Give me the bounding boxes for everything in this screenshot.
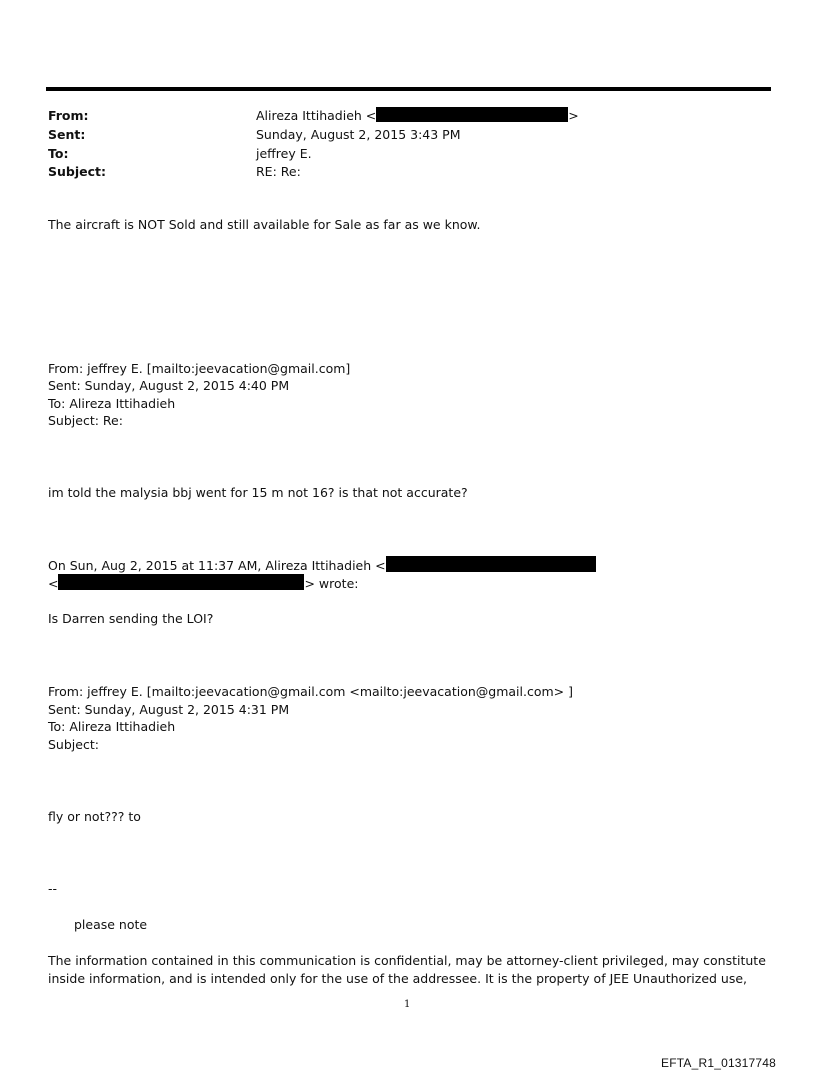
on-wrote-open: < — [48, 576, 59, 591]
quoted-message-text: im told the malysia bbj went for 15 m not 16? is that not accurate? — [48, 485, 468, 500]
quoted-from: From: jeffrey E. [mailto:jeevacation@gmail.com <mailto:jeevacation@gmail.com> ] — [48, 684, 573, 699]
quoted-message-text: fly or not??? to — [48, 809, 141, 824]
reply-text: The aircraft is NOT Sold and still available for Sale as far as we know. — [48, 217, 481, 232]
quoted-subject: Subject: Re: — [48, 413, 123, 428]
sent-value: Sunday, August 2, 2015 3:43 PM — [256, 127, 461, 142]
redaction-box — [386, 556, 596, 572]
from-value — [256, 107, 579, 124]
header-rule — [46, 87, 771, 91]
disclaimer-line-1: The information contained in this communication is confidential, may be attorney-client privileged, may constitute — [48, 953, 766, 968]
quoted-to: To: Alireza Ittihadieh — [48, 396, 176, 411]
from-name: Alireza Ittihadieh < — [256, 108, 377, 123]
quoted-message-text: Is Darren sending the LOI? — [48, 611, 214, 626]
on-wrote-start: On Sun, Aug 2, 2015 at 11:37 AM, Alireza Ittihadieh < — [48, 558, 386, 573]
sent-label: Sent: — [48, 127, 86, 142]
quoted-sent: Sent: Sunday, August 2, 2015 4:40 PM — [48, 378, 290, 393]
document-id: EFTA_R1_01317748 — [661, 1056, 777, 1070]
quoted-from: From: jeffrey E. [mailto:jeevacation@gmail.com] — [48, 361, 351, 376]
to-label: To: — [48, 146, 69, 161]
on-wrote-end: > wrote: — [304, 576, 359, 591]
signature-dashes: -- — [48, 881, 58, 896]
quoted-to: To: Alireza Ittihadieh — [48, 719, 176, 734]
on-wrote-line-2 — [48, 574, 358, 592]
redaction-box — [58, 574, 304, 590]
disclaimer-line-2: inside information, and is intended only for the use of the addressee. It is the property of JEE Unauthorized use, — [48, 971, 748, 986]
to-value: jeffrey E. — [256, 146, 312, 161]
on-wrote-line — [48, 556, 596, 574]
from-label: From: — [48, 108, 89, 123]
quoted-sent: Sent: Sunday, August 2, 2015 4:31 PM — [48, 702, 290, 717]
quoted-subject: Subject: — [48, 737, 99, 752]
from-close: > — [568, 108, 579, 123]
subject-label: Subject: — [48, 164, 106, 179]
redaction-box — [376, 107, 568, 122]
page-number: 1 — [404, 999, 411, 1010]
please-note: please note — [74, 917, 148, 932]
subject-value: RE: Re: — [256, 164, 301, 179]
